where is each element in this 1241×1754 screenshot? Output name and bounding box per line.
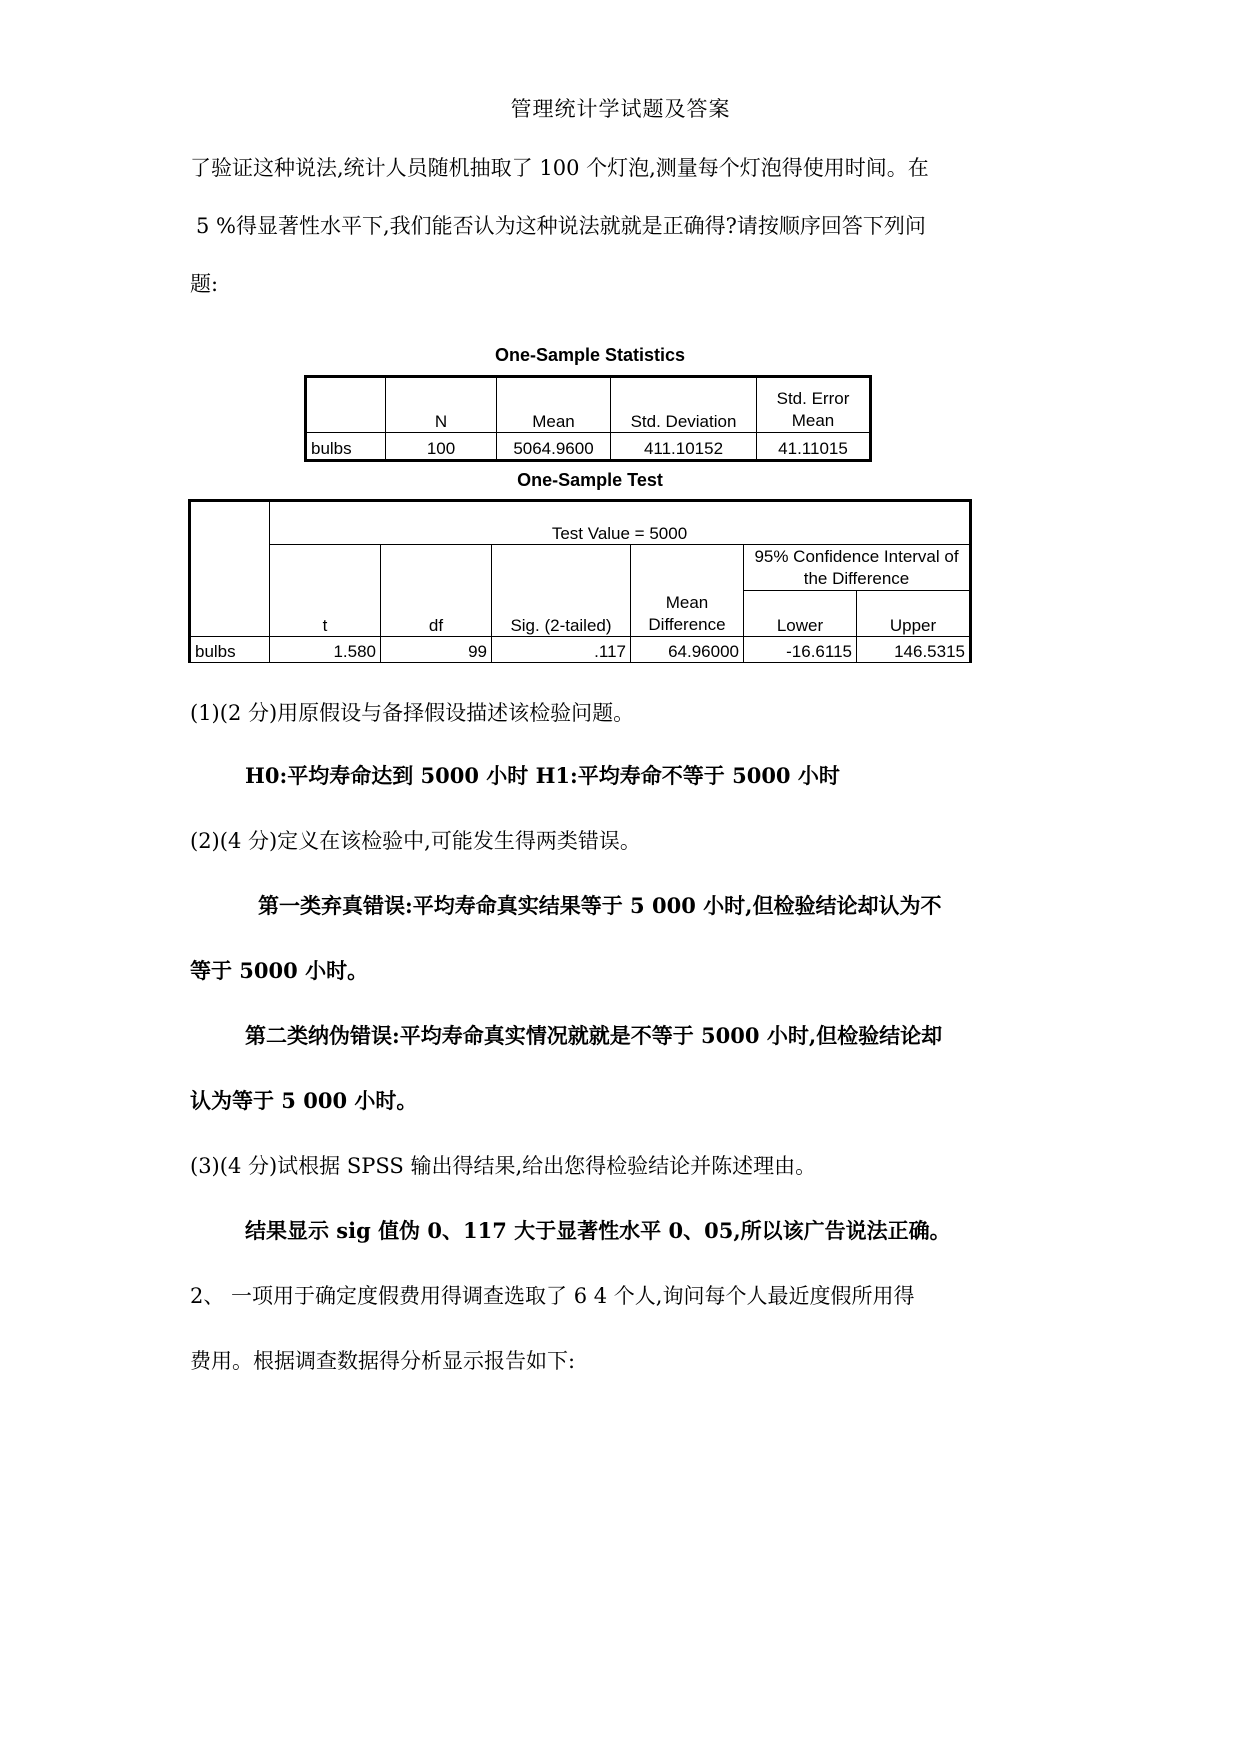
q2-answer-2a: 第二类纳伪错误:平均寿命真实情况就就是不等于 5000 小时,但检验结论却 [245, 1023, 943, 1048]
q3-answer: 结果显示 sig 值伪 0、117 大于显著性水平 0、05,所以该广告说法正确。 [245, 1218, 951, 1243]
test-cell-upper: 146.5315 [857, 637, 971, 663]
test-header-lower: Lower [744, 591, 857, 637]
q2-answer-2b: 认为等于 5 000 小时。 [190, 1088, 418, 1113]
item2-line-1: 2、 一项用于确定度假费用得调查选取了 6 4 个人,询问每个人最近度假所用得 [190, 1284, 915, 1308]
test-cell-lower: -16.6115 [744, 637, 857, 663]
test-table [188, 499, 972, 663]
test-cell-sig: .117 [492, 637, 631, 663]
q1-answer: H0:平均寿命达到 5000 小时 H1:平均寿命不等于 5000 小时 [245, 763, 840, 788]
stats-table [304, 375, 872, 462]
test-value-header: Test Value = 5000 [270, 501, 971, 545]
stats-header-blank [306, 377, 386, 433]
stats-cell-std-dev: 411.10152 [611, 433, 757, 461]
stats-cell-std-err: 41.11015 [757, 433, 871, 461]
item2-line-2: 费用。根据调查数据得分析显示报告如下: [190, 1349, 576, 1373]
test-header-upper: Upper [857, 591, 971, 637]
stats-header-std-dev: Std. Deviation [611, 377, 757, 433]
q3-question: (3)(4 分)试根据 SPSS 输出得结果,给出您得检验结论并陈述理由。 [190, 1154, 817, 1178]
q2-answer-1a: 第一类弃真错误:平均寿命真实结果等于 5 000 小时,但检验结论却认为不 [258, 893, 942, 918]
stats-header-n: N [386, 377, 497, 433]
q2-question: (2)(4 分)定义在该检验中,可能发生得两类错误。 [190, 829, 641, 853]
test-cell-mean-diff: 64.96000 [631, 637, 744, 663]
stats-header-std-err: Std. Error Mean [757, 377, 871, 433]
intro-line-3: 题: [190, 272, 219, 296]
test-header-sig: Sig. (2-tailed) [492, 545, 631, 637]
test-header-mean-diff: Mean Difference [631, 545, 744, 637]
test-header-df: df [381, 545, 492, 637]
stats-cell-n: 100 [386, 433, 497, 461]
page-header: 管理统计学试题及答案 [510, 97, 731, 121]
stats-cell-mean: 5064.9600 [497, 433, 611, 461]
q2-answer-1b: 等于 5000 小时。 [190, 958, 369, 983]
test-cell-t: 1.580 [270, 637, 381, 663]
stats-row-label: bulbs [306, 433, 386, 461]
stats-header-mean: Mean [497, 377, 611, 433]
q1-question: (1)(2 分)用原假设与备择假设描述该检验问题。 [190, 701, 635, 725]
test-header-t: t [270, 545, 381, 637]
test-table-title: One-Sample Test [517, 470, 663, 490]
stats-table-title: One-Sample Statistics [494, 345, 686, 365]
intro-line-2: 5 %得显著性水平下,我们能否认为这种说法就就是正确得?请按顺序回答下列问 [196, 214, 926, 238]
test-row-label: bulbs [190, 637, 270, 663]
intro-line-1: 了验证这种说法,统计人员随机抽取了 100 个灯泡,测量每个灯泡得使用时间。在 [190, 156, 929, 180]
test-header-ci: 95% Confidence Interval of the Difference [744, 545, 971, 591]
test-cell-df: 99 [381, 637, 492, 663]
test-header-blank [190, 501, 270, 637]
